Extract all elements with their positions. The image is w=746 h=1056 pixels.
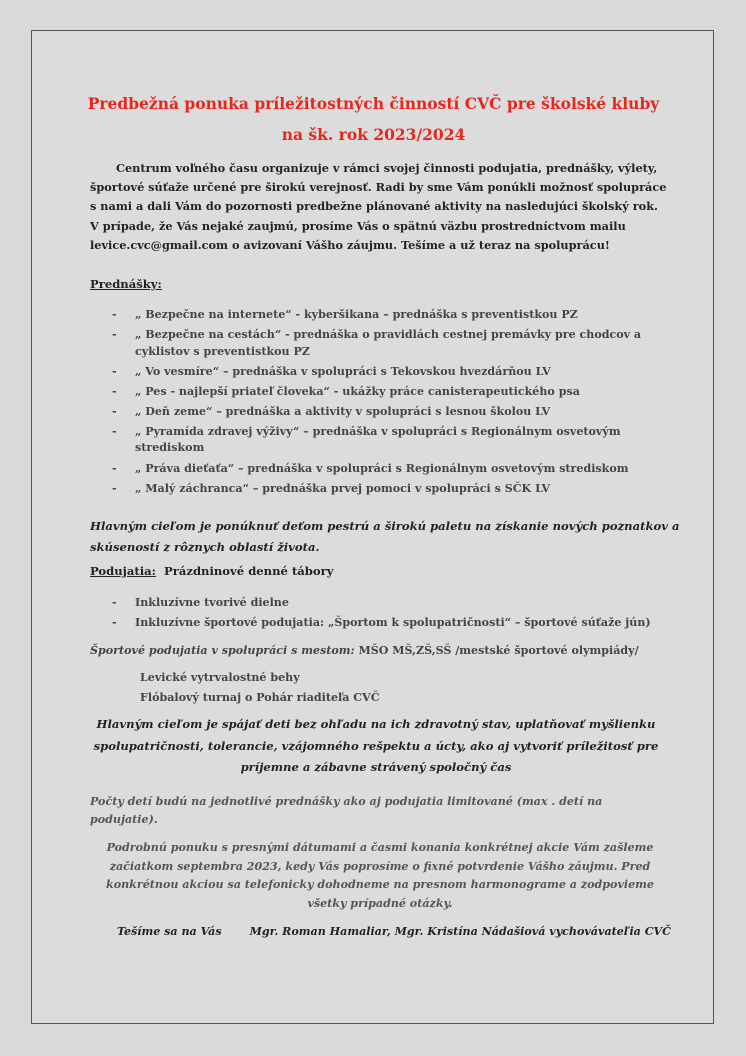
bullet-dash: - xyxy=(112,596,117,609)
document-title-line1: Predbežná ponuka príležitostných činností CVČ pre školské kluby xyxy=(87,94,660,113)
sport-events-text: MŠO MŠ,ZŠ,SŠ /mestské športové olympiády/ xyxy=(354,644,639,657)
document-page xyxy=(31,30,714,1024)
list-item: - „ Deň zeme“ – prednáška a aktivity v spolupráci s lesnou školou LV xyxy=(90,404,690,421)
list-item: - „ Vo vesmíre“ – prednáška v spolupráci s Tekovskou hvezdárňou LV xyxy=(90,364,690,381)
sport-events-label: Športové podujatia v spolupráci s mestom: xyxy=(90,644,355,657)
list-item: - Inkluzívne tvorivé dielne xyxy=(90,595,690,612)
sport-events-line xyxy=(90,644,639,657)
bullet-dash: - xyxy=(112,404,117,418)
goal-statement-lectures: Hlavným cieľom je ponúknuť deťom pestrú a širokú paletu na získanie nových poznatkov a skúseností z rôznych oblastí života. xyxy=(90,519,680,554)
signature-line xyxy=(117,925,677,938)
goal-statement-events: Hlavným cieľom je spájať deti bez ohľadu na ich zdravotný stav, uplatňovať myšlienku spolupatričnosti, tolerancie, vzájomného rešpektu a úcty, ako aj vytvoriť príležitosť pre príjemne a zábavne strávený spoločný čas xyxy=(93,717,659,774)
bullet-dash: - xyxy=(112,328,117,342)
intro-paragraph xyxy=(90,159,668,255)
sport-event-floorball: Flóbalový turnaj o Pohár riaditeľa CVČ xyxy=(140,691,380,704)
detail-note: Podrobnú ponuku s presnými dátumami a časmi konania konkrétnej akcie Vám zašleme začiatkom septembra 2023, kedy Vás poprosíme o fixné potvrdenie Vášho záujmu. Pred konkrétnou akciou sa telefonicky dohodneme na presnom harmonograme a zodpovieme všetky prípadné otázky. xyxy=(106,841,654,910)
bullet-dash: - xyxy=(112,308,117,321)
bullet-dash: - xyxy=(112,424,117,438)
participant-limits-note: Počty detí budú na jednotlivé prednášky ako aj podujatia limitované (max . detí na podujatie). xyxy=(90,795,603,826)
intro-text: Centrum voľného času organizuje v rámci svojej činnosti podujatia, prednášky, výlety, športové súťaže určené pre širokú verejnosť. Radi by sme Vám ponúkli možnosť spolupráce s nami a dali Vám do pozornosti predbežne plánované aktivity na nasledujúci školský rok. V prípade, že Vás nejaké zaujmú, prosíme Vás o spätnú väzbu prostredníctvom mailu levice.cvc@gmail.com o avizovaní Vášho záujmu. Tešíme a už teraz na spoluprácu! xyxy=(90,161,667,252)
lectures-list xyxy=(90,307,690,501)
events-heading-label: Podujatia: xyxy=(90,564,156,578)
list-item: - „ Bezpečne na internete“ - kyberšikana – prednáška s preventistkou PZ xyxy=(90,307,690,324)
list-item: - „ Pyramída zdravej výživy“ – prednáška v spolupráci s Regionálnym osvetovým strediskom xyxy=(112,424,621,455)
bullet-dash: - xyxy=(112,461,117,475)
list-item: - „ Malý záchranca“ – prednáška prvej pomoci v spolupráci s SČK LV xyxy=(90,481,690,498)
events-subheading: Prázdninové denné tábory xyxy=(164,564,334,578)
sign-greeting: Tešíme sa na Vás xyxy=(117,925,222,938)
list-item: - Inkluzívne športové podujatia: „Športom k spolupatričnosti“ – športové súťaže jún) xyxy=(90,615,690,632)
bullet-dash: - xyxy=(112,364,117,378)
list-item: - „ Práva dieťaťa“ – prednáška v spolupráci s Regionálnym osvetovým strediskom xyxy=(90,461,690,478)
bullet-dash: - xyxy=(112,616,117,630)
sign-names: Mgr. Roman Hamaliar, Mgr. Kristína Nádašiová vychovávateľia CVČ xyxy=(249,925,671,938)
events-heading xyxy=(90,564,334,578)
document-title-line2: na šk. rok 2023/2024 xyxy=(281,125,466,144)
sport-event-run: Levické vytrvalostné behy xyxy=(140,671,300,684)
bullet-dash: - xyxy=(112,481,117,495)
list-item: - „ Bezpečne na cestách“ - prednáška o pravidlách cestnej premávky pre chodcov a cyklistov s preventistkou PZ xyxy=(112,328,642,358)
list-item: - „ Pes - najlepší priateľ človeka“ - ukážky práce canisterapeutického psa xyxy=(90,384,690,401)
bullet-dash: - xyxy=(112,384,117,398)
lectures-heading: Prednášky: xyxy=(90,277,162,291)
events-list xyxy=(90,595,690,635)
